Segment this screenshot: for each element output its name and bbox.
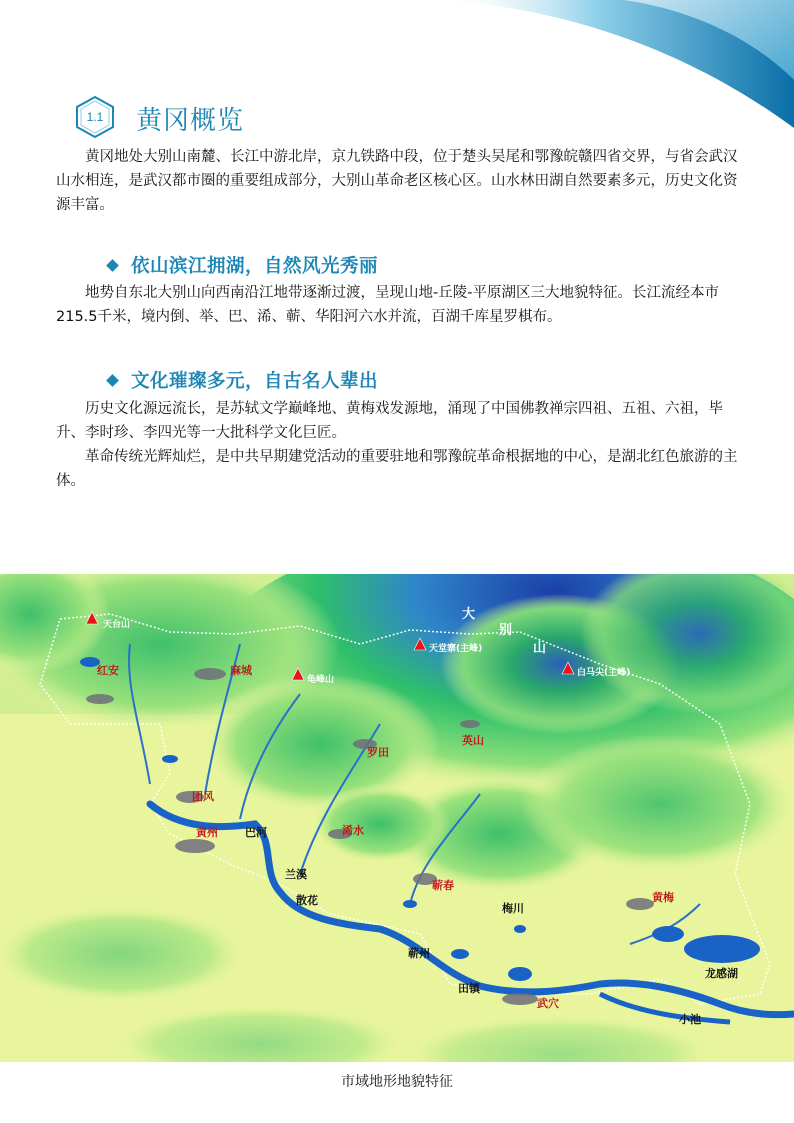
nature-heading-text: 依山滨江拥湖，自然风光秀丽 xyxy=(131,256,379,277)
culture-heading xyxy=(108,367,378,393)
mountain-range-label: 别 xyxy=(499,623,513,638)
town-label: 梅川 xyxy=(502,902,524,915)
culture-heading-text: 文化璀璨多元，自古名人辈出 xyxy=(131,371,379,392)
map-caption: 市域地形地貌特征 xyxy=(341,1074,453,1090)
city-label: 武穴 xyxy=(537,997,559,1010)
diamond-bullet-icon xyxy=(106,374,119,387)
section-title: 黄冈概览 xyxy=(136,106,245,136)
diamond-bullet-icon xyxy=(106,259,119,272)
peak-label: 白马尖(主峰) xyxy=(577,668,631,678)
mountain-range-label: 大 xyxy=(462,607,476,622)
town-label: 蕲州 xyxy=(408,947,430,960)
culture-paragraph-1: 历史文化源远流长，是苏轼文学巅峰地、黄梅戏发源地，涌现了中国佛教禅宗四祖、五祖、六祖，毕升、李时珍、李四光等一大批科学文化巨匠。 xyxy=(56,401,723,441)
city-label: 团风 xyxy=(192,790,214,803)
culture-paragraph-2: 革命传统光辉灿烂，是中共早期建党活动的重要驻地和鄂豫皖革命根据地的中心，是湖北红色旅游的主体。 xyxy=(56,449,738,489)
corner-wave-decoration xyxy=(394,0,794,130)
town-label: 小池 xyxy=(679,1013,701,1026)
town-label: 田镇 xyxy=(458,982,480,995)
city-label: 黄梅 xyxy=(652,891,674,904)
intro-paragraph: 黄冈地处大别山南麓、长江中游北岸，京九铁路中段，位于楚头吴尾和鄂豫皖赣四省交界，与省会武汉山水相连，是武汉都市圈的重要组成部分，大别山革命老区核心区。山水林田湖自然要素多元，历史文化资源丰富。 xyxy=(56,149,738,213)
section-number: 1.1 xyxy=(86,110,104,124)
city-label: 罗田 xyxy=(367,746,389,759)
city-label: 红安 xyxy=(97,664,119,677)
town-label: 巴河 xyxy=(245,826,267,839)
nature-paragraph: 地势自东北大别山向西南沿江地带逐渐过渡，呈现山地-丘陵-平原湖区三大地貌特征。长江流经本市215.5千米，境内倒、举、巴、浠、蕲、华阳河六水并流，百湖千库星罗棋布。 xyxy=(56,285,719,325)
city-label: 蕲春 xyxy=(432,879,454,892)
peak-label: 天堂寨(主峰) xyxy=(429,644,483,654)
city-label: 英山 xyxy=(462,734,484,747)
mountain-range-label: 山 xyxy=(533,641,547,656)
nature-heading xyxy=(108,252,378,278)
terrain-map xyxy=(0,574,794,1062)
city-label: 麻城 xyxy=(230,664,252,677)
peak-label: 天台山 xyxy=(103,620,131,630)
city-label: 浠水 xyxy=(342,824,364,837)
city-label: 黄州 xyxy=(196,826,218,839)
town-label: 散花 xyxy=(296,894,318,907)
town-label: 龙感湖 xyxy=(705,967,738,980)
terrain-map-svg xyxy=(0,574,794,1062)
peak-label: 龟峰山 xyxy=(307,675,335,685)
town-label: 兰溪 xyxy=(285,868,307,881)
